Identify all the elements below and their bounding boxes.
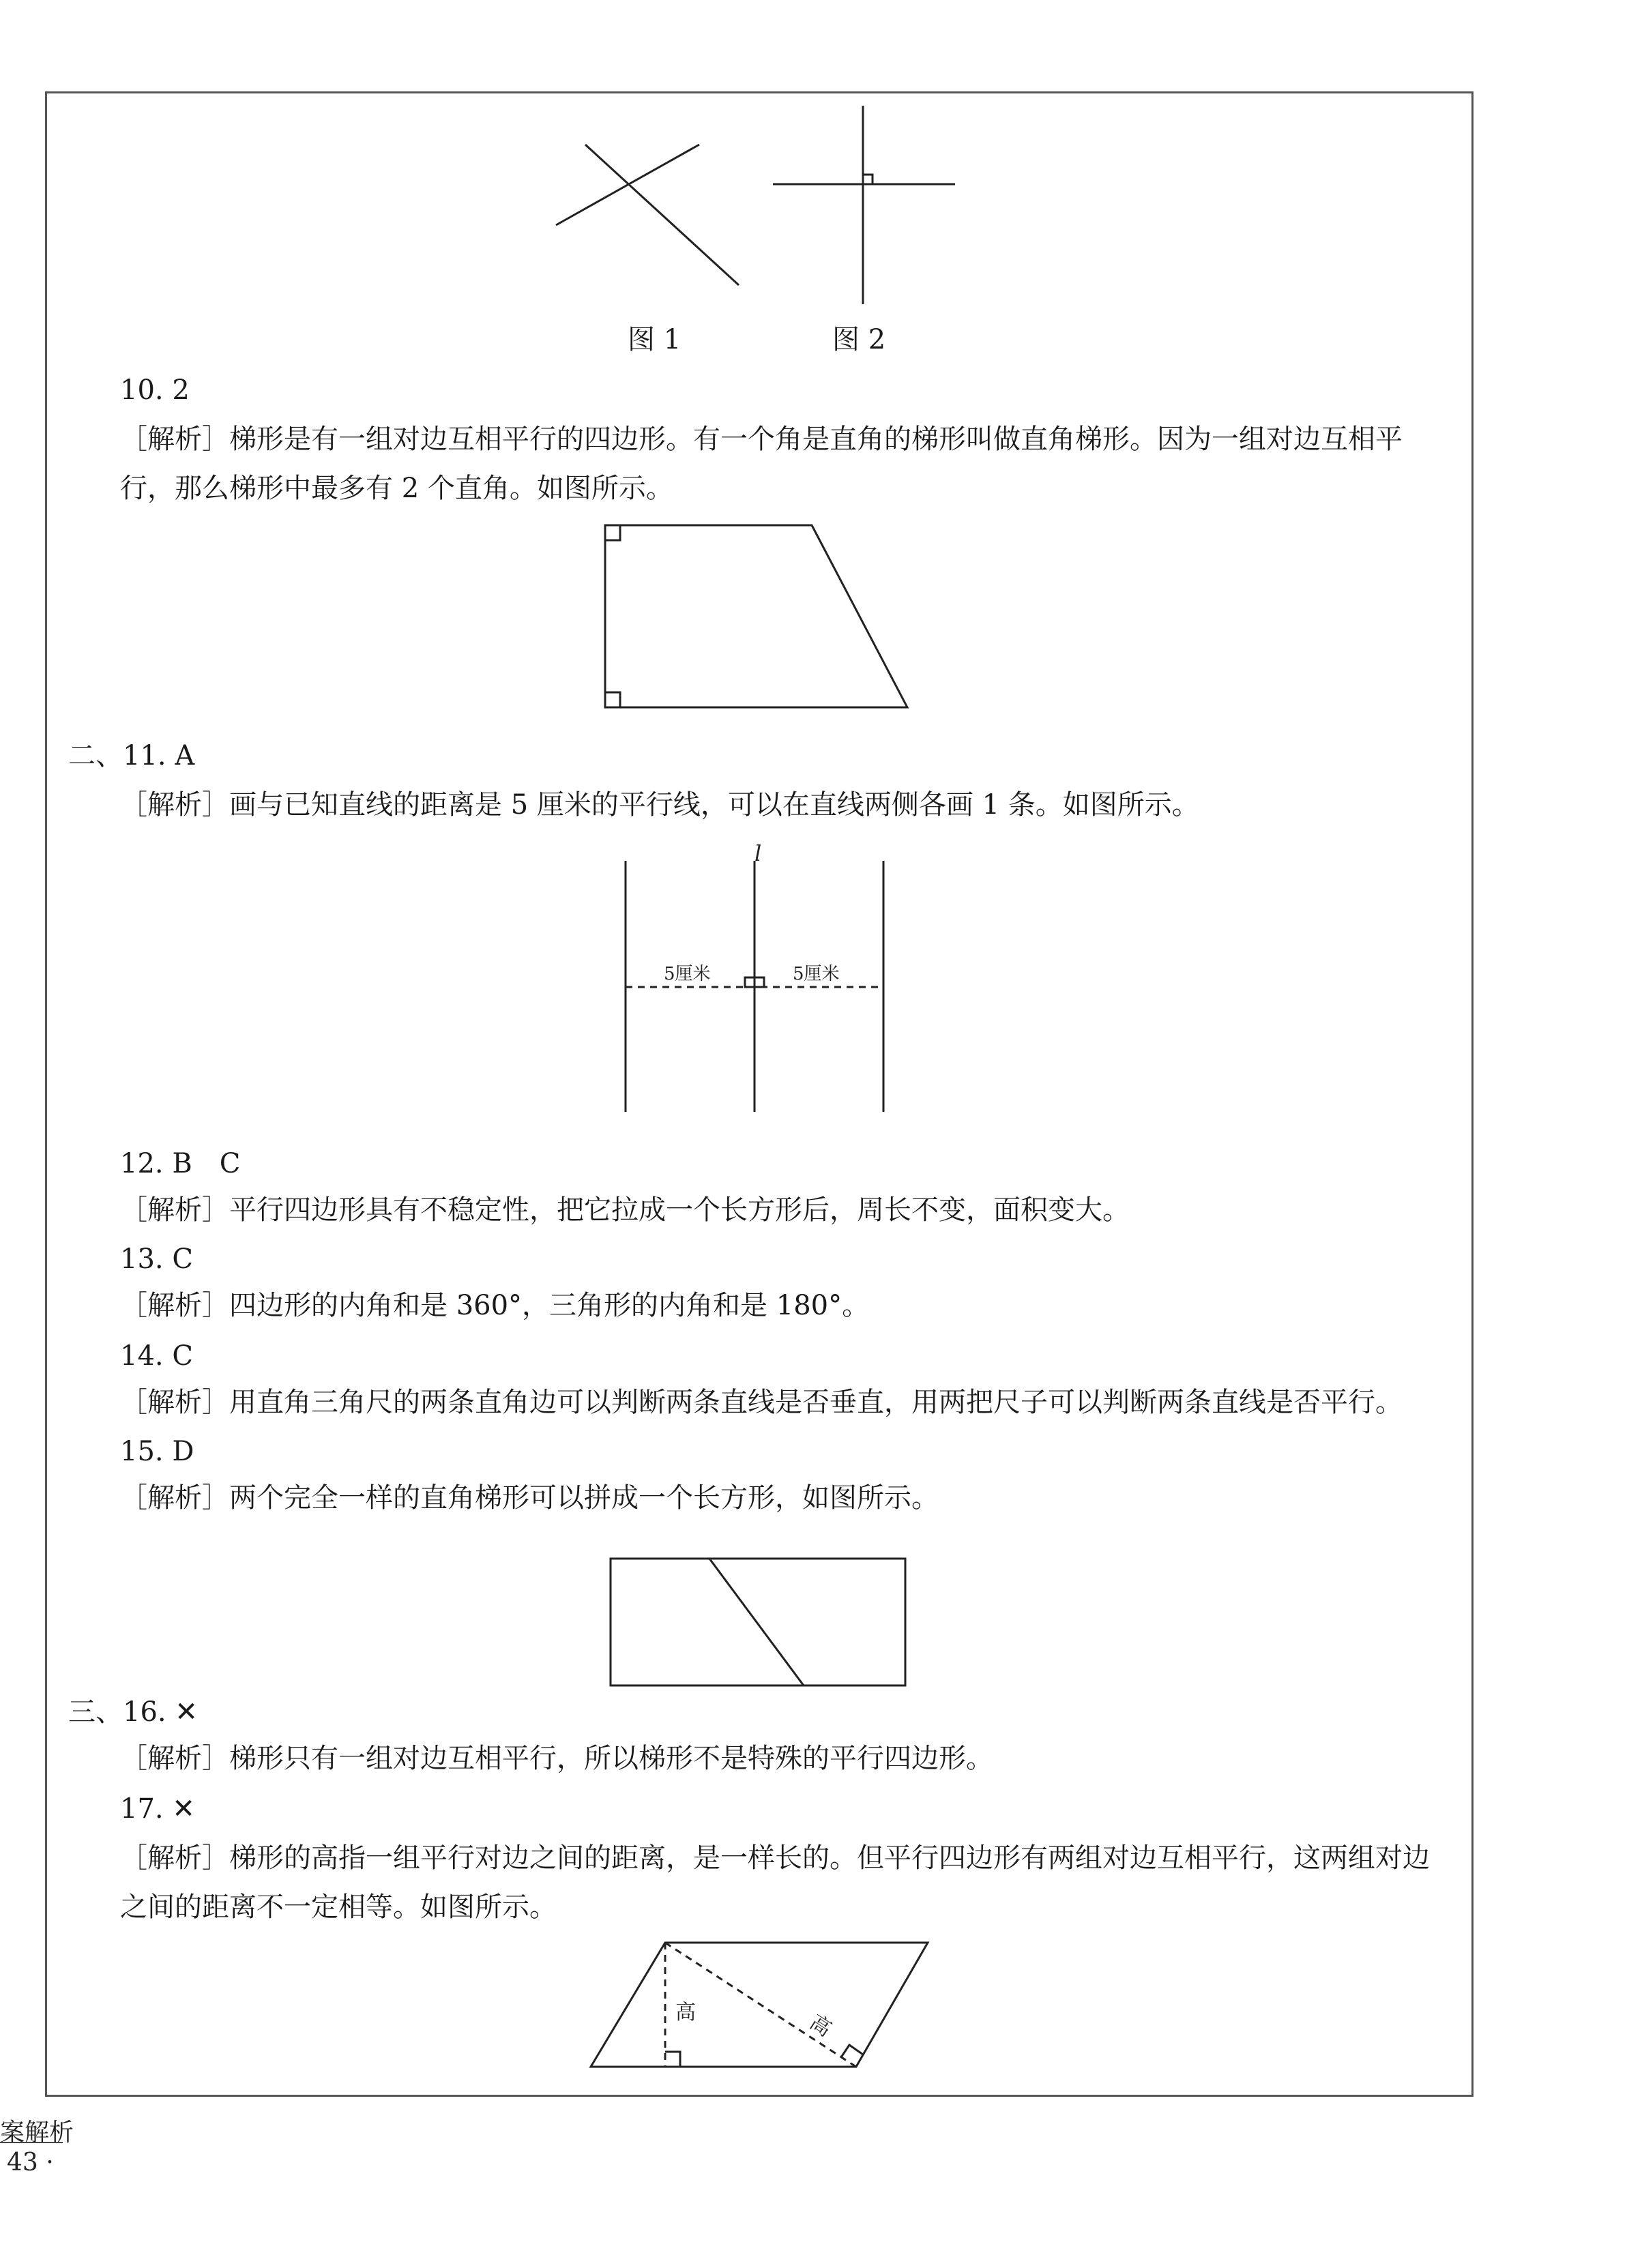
q11-analysis: ［解析］画与已知直线的距离是 5 厘米的平行线，可以在直线两侧各画 1 条。如图所示。 (120, 789, 1199, 821)
left-distance-label: 5厘米 (664, 964, 711, 984)
q13-analysis: ［解析］四边形的内角和是 360°，三角形的内角和是 180°。 (120, 1290, 870, 1321)
q16-answer: 三、16. ✕ (68, 1696, 198, 1728)
height-label-diagonal: 高 (805, 2010, 836, 2042)
q12-answer: 12. B C (120, 1148, 241, 1179)
q16-analysis: ［解析］梯形只有一组对边互相平行，所以梯形不是特殊的平行四边形。 (120, 1743, 993, 1774)
footer-section-label: 案解析 (0, 2119, 74, 2147)
q12-analysis: ［解析］平行四边形具有不稳定性，把它拉成一个长方形后，周长不变，面积变大。 (120, 1194, 1130, 1226)
q15-answer: 15. D (120, 1436, 194, 1467)
q13-answer: 13. C (120, 1243, 193, 1275)
q15-analysis: ［解析］两个完全一样的直角梯形可以拼成一个长方形，如图所示。 (120, 1482, 939, 1514)
q17-analysis: ［解析］梯形的高指一组平行对边之间的距离，是一样长的。但平行四边形有两组对边互相平行，这两组对边之间的距离不一定相等。如图所示。 (120, 1842, 1430, 1923)
figure-1-label: 图 1 (628, 324, 681, 355)
q10-analysis: ［解析］梯形是有一组对边互相平行的四边形。有一个角是直角的梯形叫做直角梯形。因为一组对边互相平行，那么梯形中最多有 2 个直角。如图所示。 (120, 424, 1403, 504)
figure-2-label: 图 2 (832, 324, 886, 355)
q10-answer: 10. 2 (120, 374, 190, 406)
q11-answer: 二、11. A (68, 740, 195, 771)
footer-underline (0, 2142, 63, 2143)
line-l-label: l (754, 840, 762, 866)
page-number: 43 · (7, 2149, 54, 2177)
right-distance-label: 5厘米 (793, 964, 840, 984)
q14-analysis: ［解析］用直角三角尺的两条直角边可以判断两条直线是否垂直，用两把尺子可以判断两条直线是否平行。 (120, 1387, 1403, 1418)
height-label-vertical: 高 (675, 2001, 696, 2024)
q14-answer: 14. C (120, 1340, 193, 1372)
q17-answer: 17. ✕ (120, 1793, 195, 1825)
